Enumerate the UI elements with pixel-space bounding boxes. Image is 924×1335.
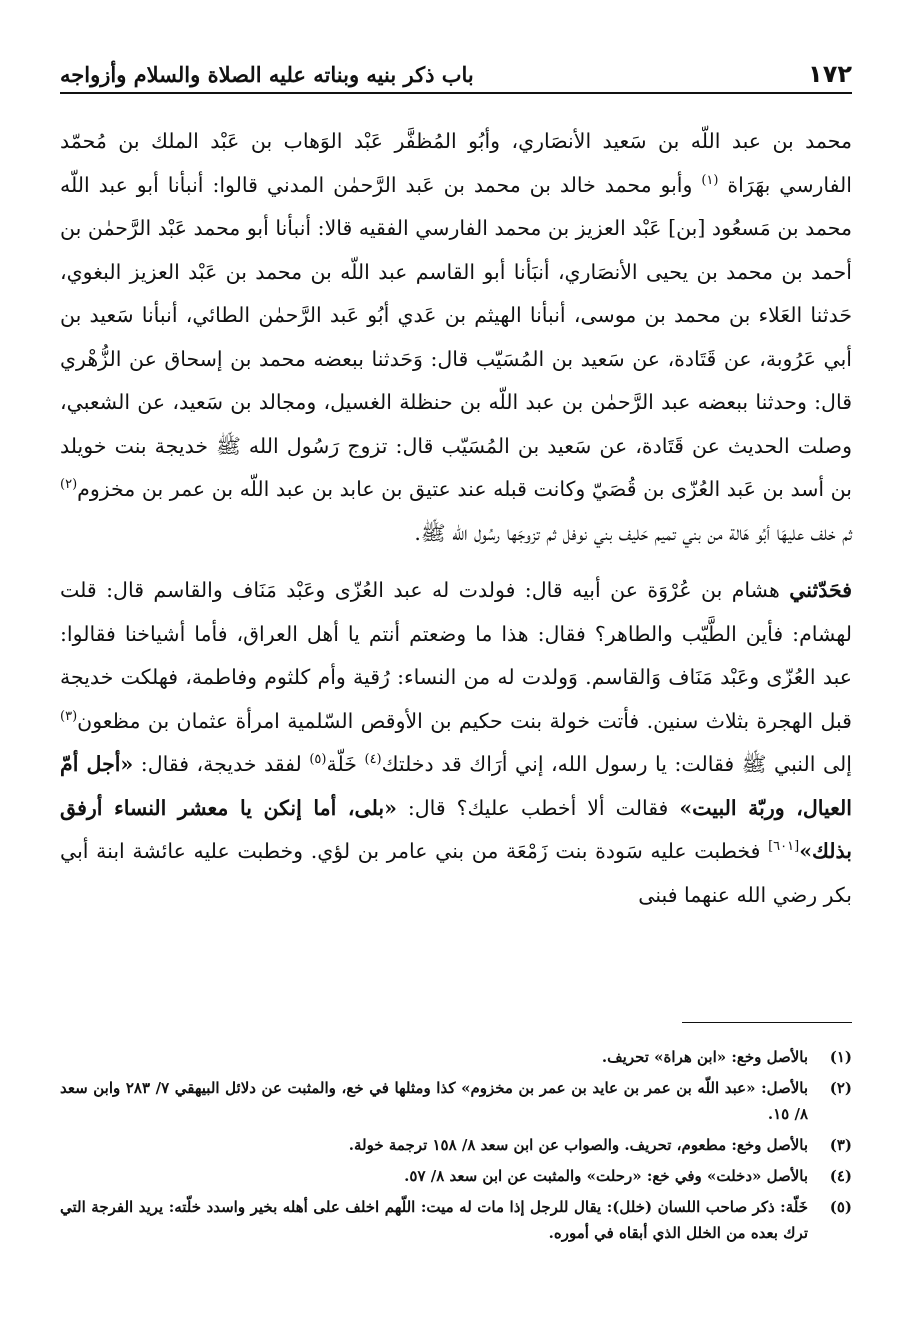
paragraph-2-text-e: فقالت ألا أخطب عليك؟ قال: [396,795,680,820]
footnote-text: بالأصل «دخلت» وفي خع: «رحلت» والمثبت عن ابن سعد ٨/ ٥٧. [404,1167,808,1185]
footnote-ref-3: (٣) [60,708,78,724]
paragraph-2-text-b: إلى النبي ﷺ فقالت: يا رسول الله، إني أرَاك قد دخلتك [381,752,852,776]
footnote-4 [60,1163,852,1189]
footnote-ref-2: (٢) [60,477,78,493]
footnote-text: خَلّة: ذكر صاحب اللسان (خلل): يقال للرجل إذا مات له ميت: اللّهم اخلف على أهله بخير واسدد خلّته: يريد الفرجة التي ترك بعده من الخلل الذي أبقاه في أموره. [60,1198,808,1242]
footnote-ref-4: (٤) [364,752,382,768]
main-text [60,120,852,917]
footnote-2 [60,1075,852,1127]
page-number: ١٧٢ [808,60,852,88]
footnote-text: بالأصل: «عبد اللّه بن عمر بن عايد بن عمر بن مخزوم» كذا ومثلها في خع، والمثبت عن دلائل البيهقي ٧/ ٢٨٣ وابن سعد ٨/ ١٥. [60,1079,809,1123]
hadith-number-ref: [٦٠١] [768,839,800,855]
footnote-text: بالأصل وخع: مطعوم، تحريف. والصواب عن ابن سعد ٨/ ١٥٨ ترجمة خولة. [348,1136,808,1154]
paragraph-2-text-f: فخطبت عليه سَودة بنت زَمْعَة من بني عامر بن لؤي. وخطبت عليه عائشة ابنة أبي بكر رضي الله عنهما فبنى [60,839,852,907]
footnote-number: (٤) [829,1167,852,1185]
footnote-number: (١) [829,1048,852,1066]
footnote-5 [60,1194,852,1246]
paragraph-1-text-b: وأبو محمد خالد بن محمد بن عَبد الرَّحمٰن المدني قالوا: أنبأنا أبو عبد اللّه محمد بن مَسعُود [بن] عَبْد العزيز بن محمد الفارسي الفقيه قالا: أنبأنا أبو محمد عَبْد الرَّحمٰن بن أحمد بن محمد بن يحيى الأنصَاري، أنبَأنا أبو القاسم عبد اللّه بن محمد بن عَبْد العزيز البغوي، حَدثنا العَلاء بن محمد بن موسى، أنبأنا الهيثم بن عَدي أبُو عَبد الرَّحمٰن الطائي، أنبأنا سَعيد بن أبي عَرُوبة، عن قَتَادة، عن سَعيد بن المُسَيّب قال: وَحَدثنا ببعضه محمد بن إسحاق عن الزُّهْري قال: وحدثنا ببعضه عبد الرَّحمٰن بن عبد اللّه بن حنظلة الغسيل، ومجالد بن سَعيد، عن الشعبي، وصلت الحديث عن قَتَادة، عن سَعيد بن المُسَيّب قال: تزوج رَسُول الله ﷺ خديجة بنت خويلد بن أسد بن عَبد العُزّى بن قُصَيّ وكانت قبله عند عتيق بن عابد بن عبد اللّه بن عمر بن مخزوم [60,172,852,501]
hadith-quote-2: «بلى، أما إنكن يا معشر النساء أرفق بذلك» [60,795,852,863]
footnote-number: (٥) [829,1198,852,1216]
paragraph-1 [60,120,852,555]
paragraph-2-lead-word: فحَدّثني [789,578,852,602]
paragraph-1-text-c: ثم خلف عليهَا أبُو هَالة من بني تميم حَليف بني نوفل ثم تزوجَها رسُول الله ﷺ. [414,520,852,545]
footnote-1 [60,1044,852,1070]
footnote-3 [60,1132,852,1158]
footnote-ref-5: (٥) [309,752,327,768]
footnote-ref-1: (١) [701,172,719,188]
paragraph-2-text-d: لفقد خديجة، فقال: [133,752,310,776]
paragraph-1-text-a: محمد بن عبد اللّه بن سَعيد الأنصَاري، وأبُو المُظفَّر عَبْد الوَهاب بن عَبْد الملك بن مُحمّد الفارسي بهَرَاة [60,129,852,197]
footnotes [60,1044,852,1251]
paragraph-2-text-c: خَلّة [326,752,365,776]
footnote-divider [682,1022,852,1023]
paragraph-2-text-a: هشام بن عُرْوَة عن أبيه قال: فولدت له عبد العُزّى وعَبْد مَنَاف والقاسم قال: قلت لهشام: فأين الطَّيّب والطاهر؟ فقال: هذا ما وضعتم أنتم يا أهل العراق، فأما أشياخنا فقالوا: عبد العُزّى وعَبْد مَنَاف وَالقاسم. وَولدت له من النساء: رُقية وأم كلثوم وفاطمة، فهلكت خديجة قبل الهجرة بثلاث سنين. فأتت خولة بنت حكيم بن الأوقص السّلمية امرأة عثمان بن مظعون [60,578,852,733]
footnote-number: (٣) [829,1136,852,1154]
running-title: باب ذكر بنيه وبناته عليه الصلاة والسلام وأزواجه [60,61,474,87]
page-header [60,56,852,94]
paragraph-2 [60,569,852,917]
footnote-text: بالأصل وخع: «ابن هراة» تحريف. [601,1048,808,1066]
footnote-number: (٢) [829,1079,852,1097]
hadith-quote-1: «أجل أمّ العيال، وربّة البيت» [60,752,852,820]
